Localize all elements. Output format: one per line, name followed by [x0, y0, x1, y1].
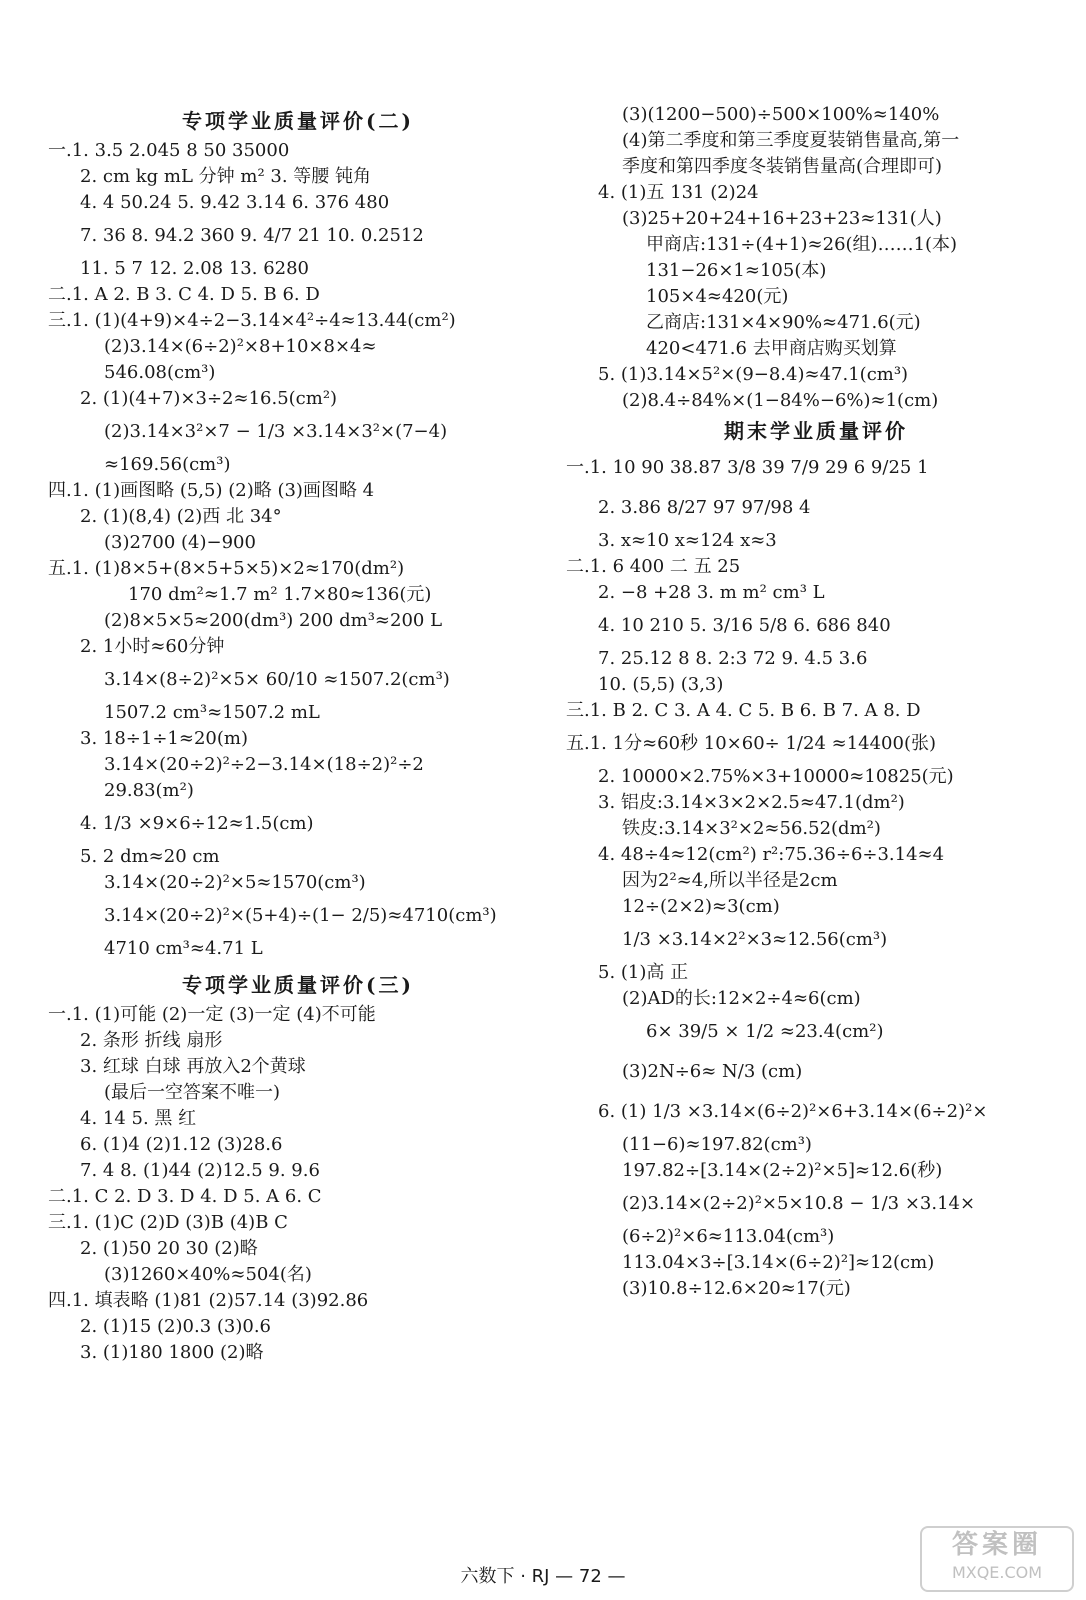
answer-line: 3. x≈10 x≈124 x≈3: [598, 530, 777, 551]
answer-line: 四.1. (1)画图略 (5,5) (2)略 (3)画图略 4: [48, 480, 375, 501]
answer-line: (3)2N÷6≈ N/3 (cm): [622, 1061, 803, 1082]
watermark-logo: [920, 1526, 1074, 1592]
answer-line: 4710 cm³≈4.71 L: [104, 938, 263, 959]
right-column: [566, 104, 1066, 1302]
answer-line: 10. (5,5) (3,3): [598, 674, 724, 695]
answer-line: 6. (1) 1/3 ×3.14×(6÷2)²×6+3.14×(6÷2)²×: [598, 1101, 988, 1122]
answer-line: 一.1. 10 90 38.87 3/8 39 7/9 29 6 9/25 1: [566, 457, 929, 478]
answer-line: 二.1. 6 400 二 五 25: [566, 556, 741, 577]
answer-line: (4)第二季度和第三季度夏装销售量高,第一: [622, 130, 960, 151]
left-column: [48, 104, 548, 1366]
section-title: 专项学业质量评价(三): [182, 973, 414, 997]
answer-line: 4. 1/3 ×9×6÷12≈1.5(cm): [80, 813, 314, 834]
answer-line: 三.1. (1)C (2)D (3)B (4)B C: [48, 1212, 288, 1233]
answer-line: 2. cm kg mL 分钟 m² 3. 等腰 钝角: [80, 166, 372, 187]
answer-line: 6. (1)4 (2)1.12 (3)28.6: [80, 1134, 283, 1155]
answer-line: 4. 14 5. 黑 红: [80, 1108, 197, 1129]
answer-line: 2. (1)(4+7)×3÷2≈16.5(cm²): [80, 388, 338, 409]
answer-list-continued: [566, 102, 1066, 414]
answer-line: 3.14×(20÷2)²×(5+4)÷(1− 2/5)≈4710(cm³): [104, 905, 497, 926]
answer-line: (3)25+20+24+16+23+23≈131(人): [622, 208, 942, 229]
answer-line: 3. 18÷1÷1≈20(m): [80, 728, 248, 749]
answer-line: 季度和第四季度冬装销售量高(合理即可): [622, 156, 943, 177]
answer-line: 105×4≈420(元): [646, 286, 789, 307]
answer-line: 二.1. A 2. B 3. C 4. D 5. B 6. D: [48, 284, 320, 305]
answer-line: 2. 条形 折线 扇形: [80, 1030, 223, 1051]
answer-line: (2)3.14×3²×7 − 1/3 ×3.14×3²×(7−4): [104, 421, 448, 442]
answer-line: 11. 5 7 12. 2.08 13. 6280: [80, 258, 309, 279]
answer-line: 113.04×3÷[3.14×(6÷2)²]≈12(cm): [622, 1252, 935, 1273]
answer-line: (2)3.14×(6÷2)²×8+10×8×4≈: [104, 336, 377, 357]
answer-line: 12÷(2×2)≈3(cm): [622, 896, 780, 917]
answer-line: (2)AD的长:12×2÷4≈6(cm): [622, 988, 861, 1009]
answer-list-1: [48, 138, 548, 962]
answer-line: 二.1. C 2. D 3. D 4. D 5. A 6. C: [48, 1186, 322, 1207]
answer-line: 四.1. 填表略 (1)81 (2)57.14 (3)92.86: [48, 1290, 369, 1311]
answer-list-3: [566, 448, 1066, 1302]
answer-line: 546.08(cm³): [104, 362, 216, 383]
answer-line: 3.14×(8÷2)²×5× 60/10 ≈1507.2(cm³): [104, 669, 450, 690]
answer-line: 3. (1)180 1800 (2)略: [80, 1342, 264, 1363]
answer-line: 铁皮:3.14×3²×2≈56.52(dm²): [622, 818, 881, 839]
answer-line: 4. (1)五 131 (2)24: [598, 182, 759, 203]
answer-line: (3)1260×40%≈504(名): [104, 1264, 312, 1285]
answer-line: 2. 1小时≈60分钟: [80, 636, 225, 657]
answer-line: 2. (1)15 (2)0.3 (3)0.6: [80, 1316, 271, 1337]
answer-line: (3)10.8÷12.6×20≈17(元): [622, 1278, 851, 1299]
answer-line: 五.1. (1)8×5+(8×5+5×5)×2≈170(dm²): [48, 558, 405, 579]
answer-line: 三.1. (1)(4+9)×4÷2−3.14×4²÷4≈13.44(cm²): [48, 310, 456, 331]
answer-line: (3)(1200−500)÷500×100%≈140%: [622, 104, 940, 125]
answer-line: 5. (1)高 正: [598, 962, 689, 983]
answer-line: 2. 3.86 8/27 97 97/98 4: [598, 497, 811, 518]
answer-list-2: [48, 1002, 548, 1366]
answer-line: 1/3 ×3.14×2²×3≈12.56(cm³): [622, 929, 888, 950]
answer-line: 3.14×(20÷2)²×5≈1570(cm³): [104, 872, 366, 893]
answer-line: (11−6)≈197.82(cm³): [622, 1134, 812, 1155]
answer-line: 2. −8 +28 3. m m² cm³ L: [598, 582, 825, 603]
answer-line: 3. 红球 白球 再放入2个黄球: [80, 1056, 306, 1077]
answer-line: 7. 36 8. 94.2 360 9. 4/7 21 10. 0.2512: [80, 225, 424, 246]
answer-line: 4. 48÷4≈12(cm²) r²:75.36÷6÷3.14≈4: [598, 844, 945, 865]
answer-line: 3.14×(20÷2)²÷2−3.14×(18÷2)²÷2: [104, 754, 424, 775]
answer-line: 2. 10000×2.75%×3+10000≈10825(元): [598, 766, 954, 787]
answer-line: 1507.2 cm³≈1507.2 mL: [104, 702, 320, 723]
answer-line: 2. (1)50 20 30 (2)略: [80, 1238, 258, 1259]
watermark-url: MXQE.COM: [951, 1563, 1043, 1582]
answer-line: 197.82÷[3.14×(2÷2)²×5]≈12.6(秒): [622, 1160, 943, 1181]
answer-line: 乙商店:131×4×90%≈471.6(元): [646, 312, 921, 333]
answer-line: 6× 39/5 × 1/2 ≈23.4(cm²): [646, 1021, 884, 1042]
answer-line: 5. 2 dm≈20 cm: [80, 846, 220, 867]
answer-line: 五.1. 1分≈60秒 10×60÷ 1/24 ≈14400(张): [566, 733, 937, 754]
answer-line: 131−26×1≈105(本): [646, 260, 827, 281]
answer-line: 三.1. B 2. C 3. A 4. C 5. B 6. B 7. A 8. D: [566, 700, 921, 721]
answer-line: (6÷2)²×6≈113.04(cm³): [622, 1226, 835, 1247]
section-title: 专项学业质量评价(二): [182, 109, 414, 133]
answer-line: 3. 铝皮:3.14×3×2×2.5≈47.1(dm²): [598, 792, 905, 813]
answer-line: (2)8.4÷84%×(1−84%−6%)≈1(cm): [622, 390, 939, 411]
section-title: 期末学业质量评价: [724, 419, 908, 443]
answer-line: 4. 4 50.24 5. 9.42 3.14 6. 376 480: [80, 192, 390, 213]
answer-line: 甲商店:131÷(4+1)≈26(组)……1(本): [646, 234, 958, 255]
answer-line: ≈169.56(cm³): [104, 454, 231, 475]
answer-line: 420<471.6 去甲商店购买划算: [646, 338, 897, 359]
page-footer: 六数下 · RJ — 72 —: [460, 1566, 626, 1587]
answer-line: (3)2700 (4)−900: [104, 532, 256, 553]
answer-line: 7. 25.12 8 8. 2:3 72 9. 4.5 3.6: [598, 648, 868, 669]
answer-line: 5. (1)3.14×5²×(9−8.4)≈47.1(cm³): [598, 364, 909, 385]
answer-line: 一.1. (1)可能 (2)一定 (3)一定 (4)不可能: [48, 1004, 376, 1025]
answer-line: (2)3.14×(2÷2)²×5×10.8 − 1/3 ×3.14×: [622, 1193, 976, 1214]
answer-line: 29.83(m²): [104, 780, 194, 801]
answer-line: 4. 10 210 5. 3/16 5/8 6. 686 840: [598, 615, 891, 636]
answer-line: 170 dm²≈1.7 m² 1.7×80≈136(元): [128, 584, 432, 605]
answer-line: (最后一空答案不唯一): [104, 1082, 281, 1103]
answer-line: 一.1. 3.5 2.045 8 50 35000: [48, 140, 290, 161]
watermark-text: 答案圈: [951, 1530, 1042, 1560]
answer-line: 2. (1)(8,4) (2)西 北 34°: [80, 506, 282, 527]
answer-line: (2)8×5×5≈200(dm³) 200 dm³≈200 L: [104, 610, 443, 631]
answer-line: 因为2²≈4,所以半径是2cm: [622, 870, 838, 891]
answer-line: 7. 4 8. (1)44 (2)12.5 9. 9.6: [80, 1160, 320, 1181]
